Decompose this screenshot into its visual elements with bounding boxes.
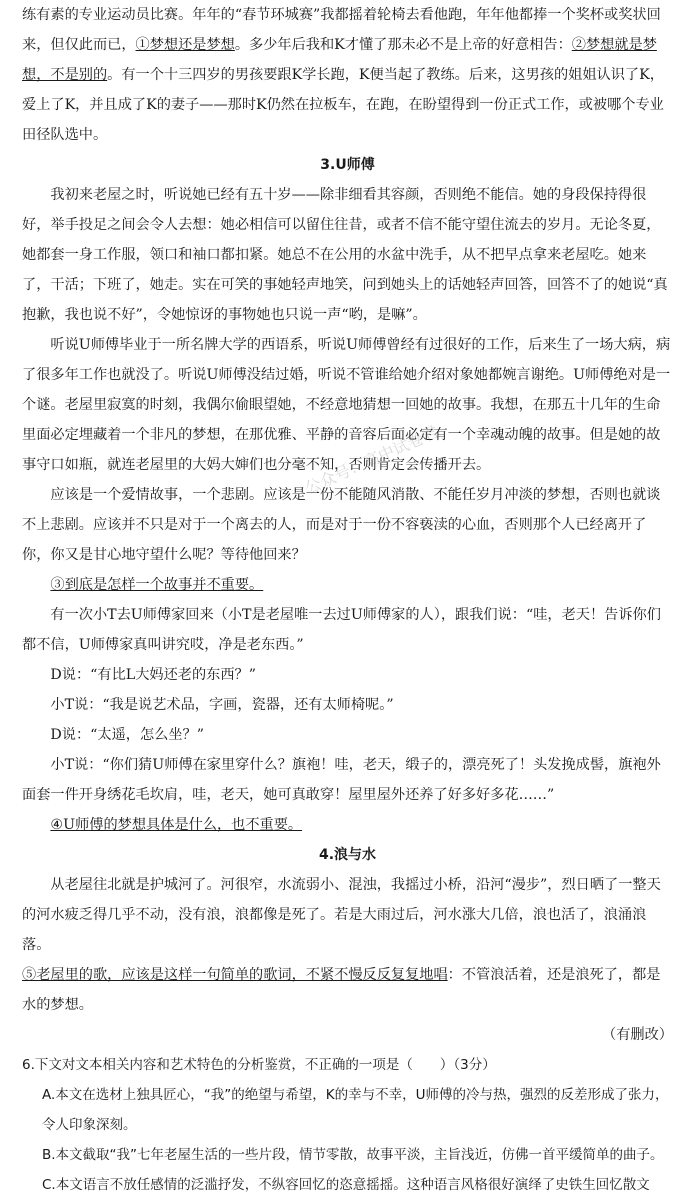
question-6-option-c: C.本文语言不放任感情的泛滥抒发，不纵容回忆的恣意摇摇。这种语言风格很好演绎了史铁生回忆散文: [42, 1177, 650, 1193]
paragraph-k-end: 练有素的专业运动员比赛。年年的“春节环城赛”我都摇着轮椅去看他跑，年年他都捧一个奖杯或奖状回来，但仅此而已，①梦想还是梦想。多少年后我和K才懂了那未必不是上帝的好意相告：②梦想就是梦想，不是别的。有一个十三四岁的男孩要跟K学长跑，K便当起了教练。后来，这男孩的姐姐认识了K，爱上了K，并且成了K的妻子——那时K仍然在拉板车，在跑，在盼望得到一份正式工作，或被哪个专业田径队选中。: [22, 7, 664, 143]
underlined-sentence-4-line: [22, 810, 673, 840]
paragraph-waves-2: ⑤老屋里的歌，应该是这样一句简单的歌词，不紧不慢反反复复地唱：不管浪活着，还是浪死了，都是水的梦想。: [22, 967, 661, 1013]
underlined-sentence-5: ⑤老屋里的歌，应该是这样一句简单的歌词，不紧不慢反反复复地唱: [22, 967, 448, 983]
question-6-option-a: A.本文在选材上独具匠心，“我”的绝望与希望，K的幸与不幸，U师傅的冷与热，强烈的反差形成了张力，令人印象深刻。: [42, 1087, 669, 1133]
paragraph-waves-1: 从老屋往北就是护城河了。河很窄，水流弱小、混浊，我摇过小桥，沿河“漫步”，烈日晒了一整天的河水疲乏得几乎不动，没有浪，浪都像是死了。若是大雨过后，河水涨大几倍，浪也活了，浪涌浪落。: [22, 877, 661, 953]
dialogue-d-1: D说：“有比L大妈还老的东西？”: [50, 667, 256, 683]
underlined-sentence-3-line: [22, 570, 673, 600]
paragraph-u-3: 应该是一个爱情故事，一个悲剧。应该是一份不能随风消散、不能任岁月冲淡的梦想，否则也就谈不上悲剧。应该并不只是对于一个离去的人，而是对于一份不容亵渎的心血，否则那个人已经离开了你，你又是甘心地守望什么呢？等待他回来？: [22, 487, 661, 563]
underlined-sentence-1: ①梦想还是梦想: [135, 37, 235, 53]
paragraph-u-1: 我初来老屋之时，听说她已经有五十岁——除非细看其容颜，否则绝不能信。她的身段保持得很好，举手投足之间会令人去想：她必相信可以留住往昔，或者不信不能守望住流去的岁月。无论冬夏，她都套一身工作服，领口和袖口都扣紧。她总不在公用的水盆中洗手，从不把早点拿来老屋吃。她来了，干活；下班了，她走。实在可笑的事她轻声地笑，问到她头上的话她轻声回答，回答不了的她说“真抱歉，我也说不好”，令她惊讶的事物她也只说一声“哟，是嘛”。: [22, 187, 668, 323]
dialogue-t-2: 小T说：“你们猜U师傅在家里穿什么？旗袍！哇，老天，缎子的，漂亮死了！头发挽成髻，旗袍外面套一件开身绣花毛坎肩，哇，老天，她可真敢穿！屋里屋外还养了好多好多花……”: [22, 757, 661, 803]
watermark: 公众号：高中试卷君: [302, 421, 442, 498]
dialogue-t-1: 小T说：“我是说艺术品，字画，瓷器，还有太师椅呢。”: [50, 697, 394, 713]
question-6-stem: 6.下文对文本相关内容和艺术特色的分析鉴赏，不正确的一项是（ ）（3分）: [22, 1057, 496, 1073]
question-6-option-b: B.本文截取“我”七年老屋生活的一些片段，情节零散，故事平淡，主旨浅近，仿佛一首平缓简单的曲子。: [42, 1147, 664, 1163]
section-heading-u: 3.U师傅: [320, 157, 375, 173]
source-note: （有删改）: [602, 1027, 673, 1043]
underlined-sentence-2: ②梦想就是梦想，不是别的: [22, 37, 657, 83]
section-heading-waves: 4.浪与水: [318, 847, 377, 863]
dialogue-d-2: D说：“太遥，怎么坐？”: [50, 727, 204, 743]
underlined-sentence-3: ③到底是怎样一个故事并不重要。: [50, 577, 264, 593]
paragraph-u-4: 有一次小T去U师傅家回来（小T是老屋唯一去过U师傅家的人），跟我们说：“哇，老天！告诉你们都不信，U师傅家真叫讲究哎，净是老东西。”: [22, 607, 661, 653]
underlined-sentence-4: ④U师傅的梦想具体是什么，也不重要。: [50, 817, 303, 833]
paragraph-u-2: 听说U师傅毕业于一所名牌大学的西语系，听说U师傅曾经有过很好的工作，后来生了一场大病，病了很多年工作也就没了。听说U师傅没结过婚，听说不管谁给她介绍对象她都婉言谢绝。U师傅绝对是一个谜。老屋里寂寞的时刻，我偶尔偷眼望她，不经意地猜想一回她的故事。我想，在那五十几年的生命里面必定埋藏着一个非凡的梦想，在那优雅、平静的音容后面必定有一个幸魂动魄的故事。但是她的故事守口如瓶，就连老屋里的大妈大婶们也分毫不知，否则肯定会传播开去。: [22, 337, 671, 473]
